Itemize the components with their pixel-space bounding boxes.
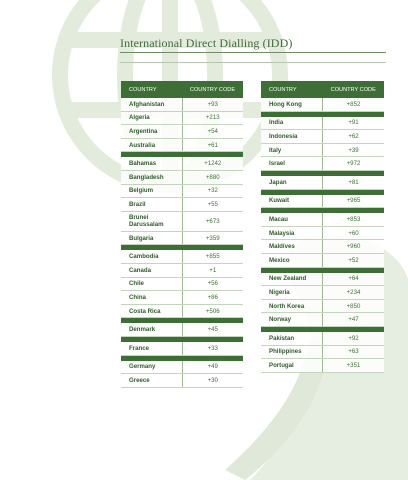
country-name-cell: Cambodia — [121, 250, 182, 263]
table-row — [121, 111, 243, 125]
country-code-cell: +855 — [182, 250, 243, 263]
title-rule — [120, 52, 386, 53]
table-row — [261, 313, 384, 327]
table-row — [121, 250, 243, 263]
country-code-cell: +30 — [182, 374, 243, 388]
country-name-cell: Hong Kong — [261, 98, 323, 111]
title-rule-light — [120, 62, 386, 63]
country-name-cell: Portugal — [261, 359, 323, 373]
table-row — [261, 98, 384, 111]
table-row — [121, 138, 243, 152]
table-row — [121, 231, 243, 245]
country-name-cell: Japan — [261, 176, 323, 189]
table-header-row — [121, 81, 243, 98]
country-code-cell: +853 — [323, 213, 385, 226]
country-name-cell: Brazil — [121, 198, 182, 212]
country-name-cell: Argentina — [121, 125, 182, 139]
column-header-code: COUNTRY CODE — [182, 81, 243, 98]
table-body-left — [121, 98, 243, 387]
country-name-cell: New Zealand — [261, 273, 323, 286]
country-name-cell: Belgium — [121, 184, 182, 198]
country-code-cell: +62 — [323, 130, 385, 144]
table-row — [121, 170, 243, 184]
table-row — [261, 130, 384, 144]
table-row — [121, 361, 243, 374]
table-row — [121, 184, 243, 198]
idd-table-right — [261, 81, 384, 373]
country-code-cell: +92 — [323, 332, 385, 345]
country-name-cell: France — [121, 342, 182, 355]
country-code-cell: +52 — [323, 253, 385, 267]
country-code-cell: +91 — [323, 117, 385, 130]
country-name-cell: Chile — [121, 277, 182, 291]
country-name-cell: Norway — [261, 313, 323, 327]
country-code-cell: +32 — [182, 184, 243, 198]
country-name-cell: Costa Rica — [121, 304, 182, 318]
country-code-cell: +351 — [323, 359, 385, 373]
table-header-row — [261, 81, 384, 98]
country-code-cell: +960 — [323, 240, 385, 254]
column-header-code: COUNTRY CODE — [323, 81, 385, 98]
country-code-cell: +54 — [182, 125, 243, 139]
country-code-cell: +852 — [323, 98, 385, 111]
country-name-cell: China — [121, 291, 182, 305]
table-row — [121, 98, 243, 111]
table-row — [121, 374, 243, 388]
table-row — [121, 157, 243, 170]
country-code-cell: +45 — [182, 323, 243, 336]
table-body-right — [261, 98, 384, 372]
country-name-cell: Bangladesh — [121, 170, 182, 184]
country-name-cell: Israel — [261, 157, 323, 171]
table-row — [121, 277, 243, 291]
country-code-cell: +33 — [182, 342, 243, 355]
country-code-cell: +359 — [182, 231, 243, 245]
country-name-cell: India — [261, 117, 323, 130]
country-code-cell: +673 — [182, 211, 243, 231]
table-row — [121, 125, 243, 139]
table-row — [261, 240, 384, 254]
table-row — [261, 359, 384, 373]
country-code-cell: +39 — [323, 143, 385, 157]
table-row — [121, 291, 243, 305]
country-name-cell: Greece — [121, 374, 182, 388]
table-row — [261, 345, 384, 359]
country-name-cell: Australia — [121, 138, 182, 152]
country-code-cell: +1 — [182, 263, 243, 277]
table-row — [121, 304, 243, 318]
country-name-cell: Maldives — [261, 240, 323, 254]
idd-table-left — [121, 81, 243, 388]
country-code-cell: +93 — [182, 98, 243, 111]
country-name-cell: Brunei Darussalam — [121, 211, 182, 231]
country-name-cell: Nigeria — [261, 286, 323, 300]
column-header-country: COUNTRY — [121, 81, 182, 98]
table-row — [261, 176, 384, 189]
country-name-cell: Germany — [121, 361, 182, 374]
table-row — [121, 198, 243, 212]
country-code-cell: +972 — [323, 157, 385, 171]
country-name-cell: Algeria — [121, 111, 182, 125]
country-name-cell: Pakistan — [261, 332, 323, 345]
table-row — [261, 143, 384, 157]
table-row — [261, 213, 384, 226]
country-name-cell: Bulgaria — [121, 231, 182, 245]
country-code-cell: +81 — [323, 176, 385, 189]
country-name-cell: Afghanistan — [121, 98, 182, 111]
country-name-cell: Bahamas — [121, 157, 182, 170]
country-code-cell: +880 — [182, 170, 243, 184]
table-row — [121, 342, 243, 355]
table-row — [261, 253, 384, 267]
table-row — [261, 299, 384, 313]
country-code-cell: +213 — [182, 111, 243, 125]
table-row — [121, 263, 243, 277]
country-name-cell: Indonesia — [261, 130, 323, 144]
table-row — [261, 332, 384, 345]
country-name-cell: Philippines — [261, 345, 323, 359]
country-name-cell: Italy — [261, 143, 323, 157]
country-code-cell: +47 — [323, 313, 385, 327]
country-code-cell: +55 — [182, 198, 243, 212]
country-name-cell: Kuwait — [261, 195, 323, 208]
country-name-cell: Macau — [261, 213, 323, 226]
table-row — [121, 323, 243, 336]
table-row — [261, 286, 384, 300]
column-header-country: COUNTRY — [261, 81, 323, 98]
country-code-cell: +234 — [323, 286, 385, 300]
country-code-cell: +56 — [182, 277, 243, 291]
country-name-cell: North Korea — [261, 299, 323, 313]
country-code-cell: +61 — [182, 138, 243, 152]
country-code-cell: +64 — [323, 273, 385, 286]
table-row — [121, 211, 243, 231]
table-row — [261, 195, 384, 208]
table-row — [261, 117, 384, 130]
page-title: International Direct Dialling (IDD) — [120, 36, 293, 50]
country-code-cell: +49 — [182, 361, 243, 374]
country-name-cell: Malaysia — [261, 226, 323, 240]
country-code-cell: +86 — [182, 291, 243, 305]
country-code-cell: +965 — [323, 195, 385, 208]
country-code-cell: +60 — [323, 226, 385, 240]
table-row — [261, 273, 384, 286]
country-name-cell: Canada — [121, 263, 182, 277]
country-code-cell: +1242 — [182, 157, 243, 170]
country-code-cell: +506 — [182, 304, 243, 318]
table-row — [261, 226, 384, 240]
country-code-cell: +63 — [323, 345, 385, 359]
country-name-cell: Mexico — [261, 253, 323, 267]
country-name-cell: Denmark — [121, 323, 182, 336]
country-code-cell: +850 — [323, 299, 385, 313]
table-row — [261, 157, 384, 171]
